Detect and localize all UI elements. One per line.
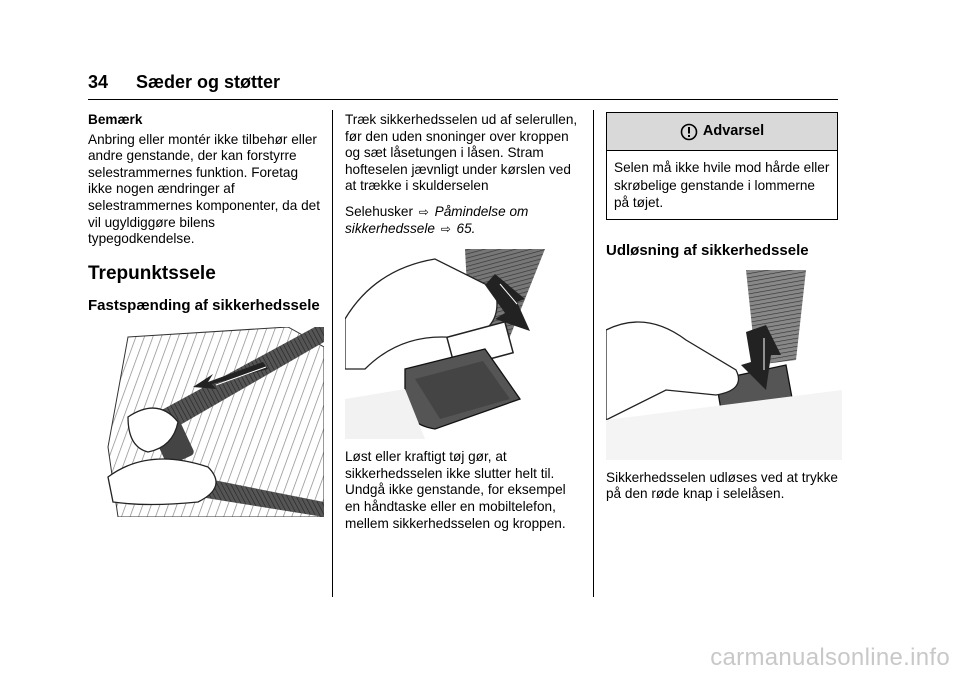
clothing-warning-text: Løst eller kraftigt tøj gør, at sikkerhedsselen ikke slutter helt til. Undgå ikke genstande, for eksempel en håndtaske eller en mobiltelefon, mellem sikkerhedsselen og kroppen. xyxy=(345,449,566,531)
warning-icon xyxy=(680,123,698,141)
subsection-heading: Fastspænding af sikkerhedssele xyxy=(88,296,320,314)
fasten-instructions: Træk sikkerhedsselen ud af selerullen, før den uden snoninger over kroppen og sæt låsetungen i låsen. Stram hofteselen jævnligt under kørslen ved at trække i skulderselen xyxy=(345,112,578,194)
buckle-release-illustration xyxy=(606,270,842,460)
column-1 xyxy=(88,112,324,517)
reminder-page[interactable]: 65 xyxy=(456,220,472,236)
reminder-link[interactable]: Påmindelse om sikkerhedssele xyxy=(345,203,529,236)
reminder-label: Selehusker xyxy=(345,203,414,219)
note-title: Bemærk xyxy=(88,112,143,127)
chapter-title: Sæder og støtter xyxy=(136,72,281,92)
column-divider-1 xyxy=(332,110,333,597)
watermark: carmanualsonline.info xyxy=(710,644,950,671)
release-instructions: Sikkerhedsselen udløses ved at trykke på den røde knap i selelåsen. xyxy=(606,469,838,502)
note-text: Anbring eller montér ikke tilbehør eller andre genstande, der kan forstyrre selestrammernes funktion. Foretag ikke nogen ændringer af selestrammernes komponenter, da det vil ugyldiggøre bilens typegodkendelse. xyxy=(88,131,320,247)
column-2 xyxy=(345,112,581,541)
warning-header xyxy=(607,113,837,151)
warning-box xyxy=(606,112,838,220)
page-header xyxy=(88,70,838,100)
release-heading: Udløsning af sikkerhedssele xyxy=(606,241,809,259)
page-number: 34 xyxy=(88,72,109,92)
column-divider-2 xyxy=(593,110,594,597)
warning-title: Advarsel xyxy=(702,123,765,140)
fasten-seatbelt-illustration xyxy=(88,327,324,517)
column-3 xyxy=(606,112,842,512)
reminder-reference: Selehusker ⇨ Påmindelse om sikkerhedssele ⇨ 65. xyxy=(345,203,529,236)
page-arrow-icon: ⇨ xyxy=(440,221,451,236)
warning-text: Selen må ikke hvile mod hårde eller skrøbelige genstande i lommerne på tøjet. xyxy=(614,160,830,210)
section-heading: Trepunktssele xyxy=(88,262,216,284)
reference-arrow-icon: ⇨ xyxy=(418,204,429,219)
buckle-insertion-illustration xyxy=(345,249,581,439)
